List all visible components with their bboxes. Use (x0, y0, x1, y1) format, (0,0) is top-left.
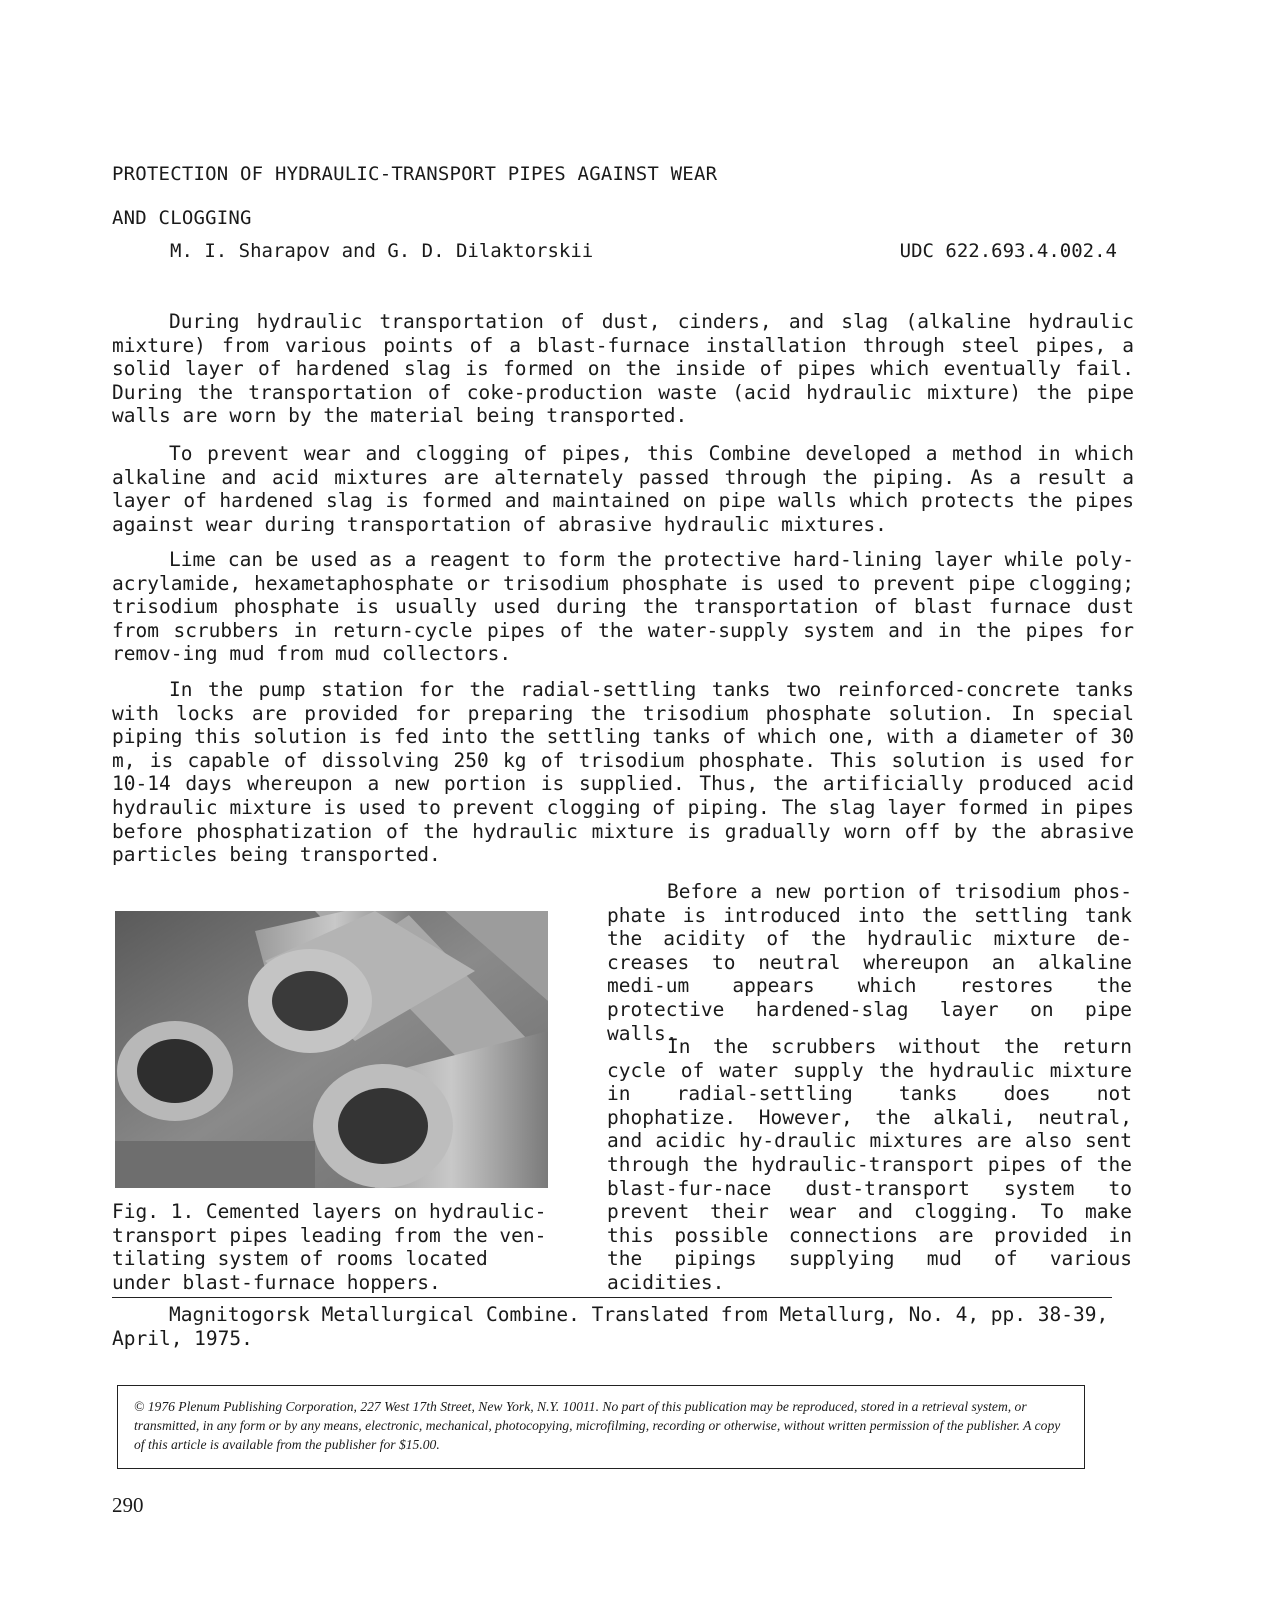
footnote-divider (112, 1297, 1112, 1298)
article-title (112, 152, 1132, 240)
authors: M. I. Sharapov and G. D. Dilaktorskii (170, 240, 594, 262)
column-paragraph-1: Before a new portion of trisodium phos-phate is introduced into the settling tank the acidity of the hydraulic mixture de-creases to neutral whereupon an alkaline medi-um appears which restores the protective hardened-slag layer on pipe walls. (607, 880, 1132, 1045)
udc-code: UDC 622.693.4.002.4 (899, 240, 1117, 262)
column-paragraph-2: In the scrubbers without the return cycle of water supply the hydraulic mixture in radial-settling tanks does not phophatize. However, the alkali, neutral, and acidic hy-draulic mixtures are also sent through the hydraulic-transport pipes of the blast-fur-nace dust-transport system to prevent their wear and clogging. To make this possible connections are provided in the pipings supplying mud of various acidities. (607, 1035, 1132, 1294)
figure-photo-pipes (115, 911, 548, 1188)
pipes-photo-illustration (115, 911, 548, 1188)
body-paragraph-3: Lime can be used as a reagent to form the protective hard-lining layer while poly-acrylamide, hexametaphosphate or trisodium phosphate is used to prevent pipe clogging; trisodium phosphate is usually used during the transportation of blast furnace dust from scrubbers in return-cycle pipes of the water-supply system and in the pipes for remov-ing mud from mud collectors. (112, 548, 1134, 666)
copyright-text: © 1976 Plenum Publishing Corporation, 227 West 17th Street, New York, N.Y. 10011. No part of this publication may be reproduced, stored in a retrieval system, or transmitted, in any form or by any means, electronic, mechanical, photocopying, microfilming, recording or otherwise, without written permission of the publisher. A copy of this article is available from the publisher for $15.00. (134, 1399, 1061, 1452)
copyright-notice (117, 1385, 1085, 1469)
affiliation-footnote: Magnitogorsk Metallurgical Combine. Translated from Metallurg, No. 4, pp. 38-39, April, 1975. (112, 1303, 1109, 1350)
article-title-line-2: AND CLOGGING (112, 207, 252, 229)
page-number: 290 (112, 1493, 144, 1517)
body-paragraph-4: In the pump station for the radial-settling tanks two reinforced-concrete tanks with locks are provided for preparing the trisodium phosphate solution. In special piping this solution is fed into the settling tanks of which one, with a diameter of 30 m, is capable of dissolving 250 kg of trisodium phosphate. This solution is used for 10-14 days whereupon a new portion is supplied. Thus, the artificially produced acid hydraulic mixture is used to prevent clogging of piping. The slag layer formed in pipes before phosphatization of the hydraulic mixture is gradually worn off by the abrasive particles being transported. (112, 678, 1134, 867)
article-title-line-1: PROTECTION OF HYDRAULIC-TRANSPORT PIPES AGAINST WEAR (112, 163, 718, 185)
figure-caption: Fig. 1. Cemented layers on hydraulic-transport pipes leading from the ven-tilating system of rooms located under blast-furnace hoppers. (112, 1200, 547, 1294)
body-paragraph-2: To prevent wear and clogging of pipes, this Combine developed a method in which alkaline and acid mixtures are alternately passed through the piping. As a result a layer of hardened slag is formed and maintained on pipe walls which protects the pipes against wear during transportation of abrasive hydraulic mixtures. (112, 442, 1134, 536)
body-paragraph-1: During hydraulic transportation of dust, cinders, and slag (alkaline hydraulic mixture) from various points of a blast-furnace installation through steel pipes, a solid layer of hardened slag is formed on the inside of pipes which eventually fail. During the transportation of coke-production waste (acid hydraulic mixture) the pipe walls are worn by the material being transported. (112, 310, 1134, 428)
